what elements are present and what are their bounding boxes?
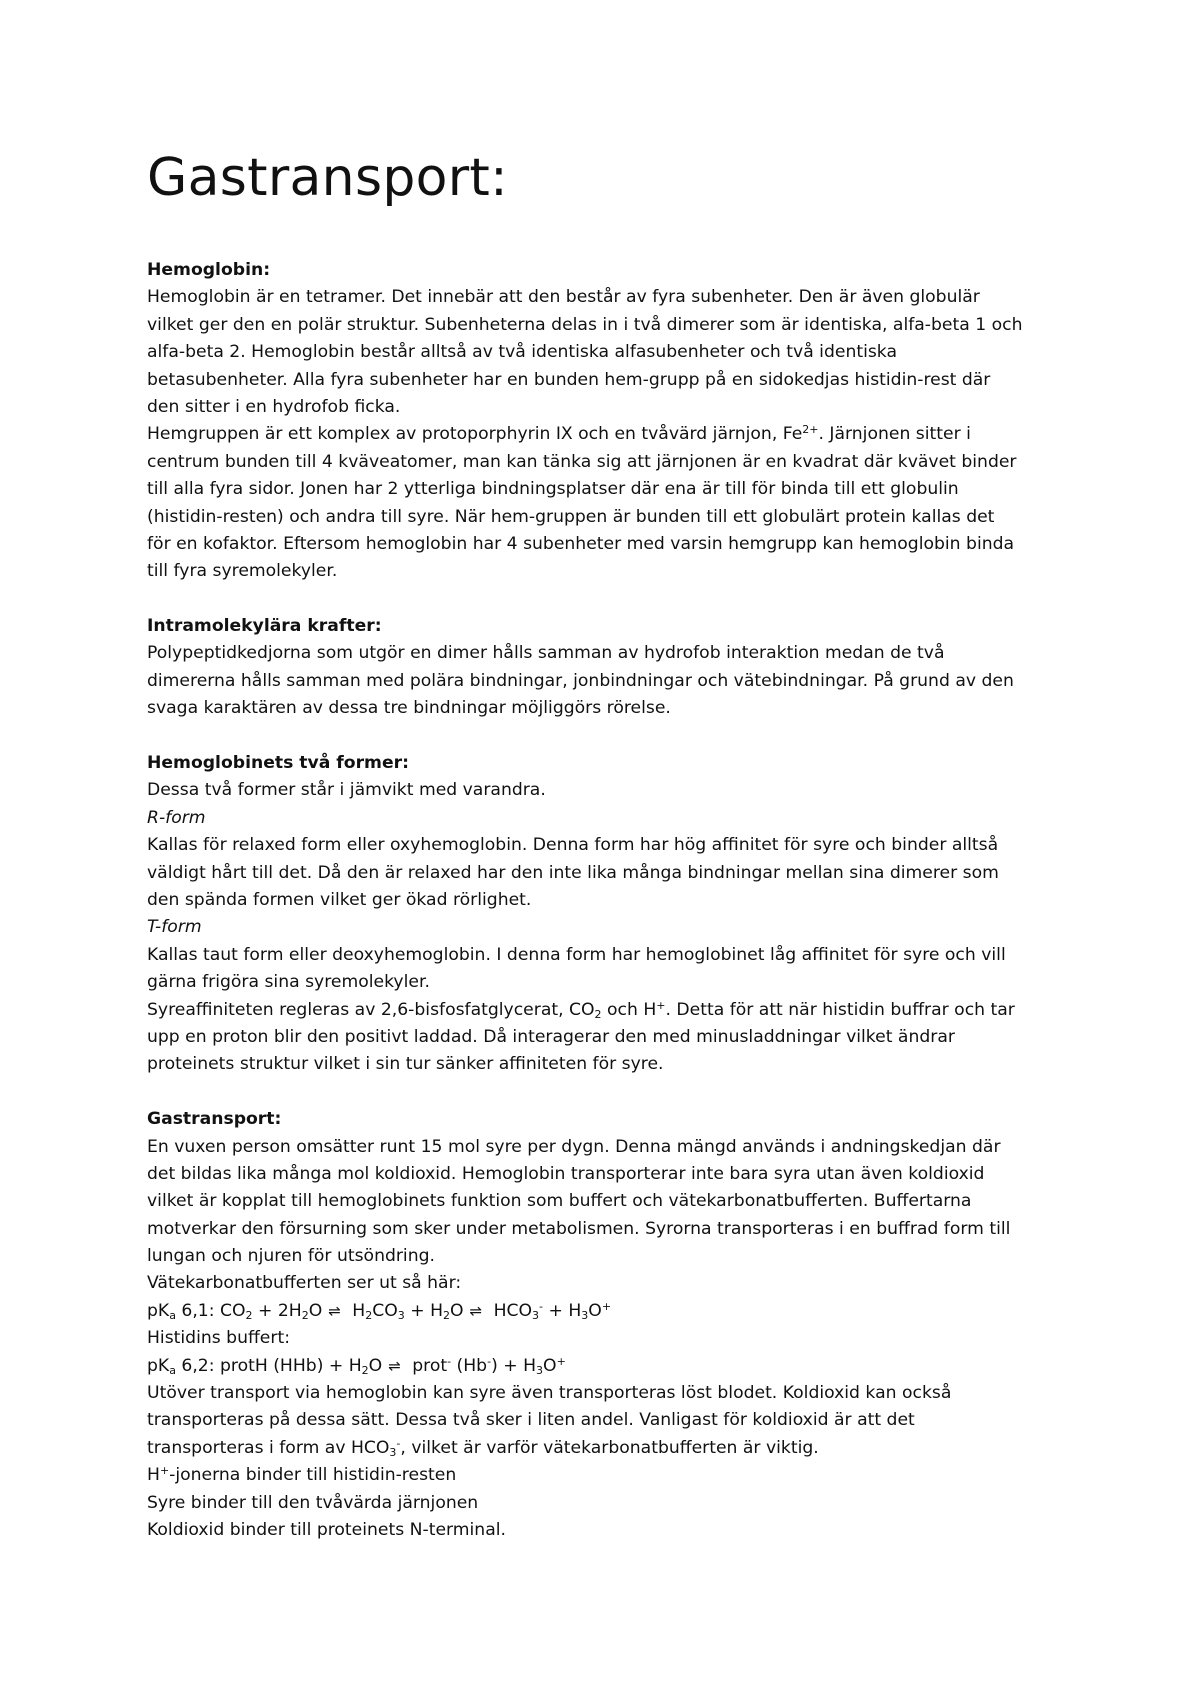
equilibrium-arrow-icon: ⇌ (469, 1301, 483, 1320)
paragraph-line: Utöver transport via hemoglobin kan syre även transporteras löst blodet. Koldioxid kan också (147, 1383, 952, 1404)
text-run: Hemgruppen är ett komplex av protoporphyrin IX och en tvåvärd järnjon, Fe (147, 424, 803, 445)
text-run: transporteras i form av HCO (147, 1437, 390, 1458)
superscript: + (601, 1299, 612, 1313)
subheading-t-form: T-form (147, 917, 202, 938)
subscript: 3 (536, 1363, 544, 1377)
blank-line (147, 1079, 1077, 1106)
subscript: 3 (389, 1445, 397, 1459)
eq-text: + H (543, 1300, 582, 1321)
blank-line (147, 586, 1077, 613)
superscript: + (656, 998, 666, 1012)
paragraph-line-affinity (147, 997, 1077, 1024)
equation-histidine (147, 1353, 1077, 1380)
eq-text: H (346, 1300, 366, 1321)
text-run: . Detta för att när histidin buffrar och tar (665, 999, 1015, 1020)
paragraph-line: proteinets struktur vilket i sin tur sänker affiniteten för syre. (147, 1054, 664, 1075)
page-title: Gastransport: (147, 148, 508, 208)
paragraph-line: för en kofaktor. Eftersom hemoglobin har 4 subenheter med varsin hemgrupp kan hemoglobin binda (147, 533, 1015, 554)
subscript: a (169, 1363, 176, 1377)
eq-text: (Hb (451, 1355, 488, 1376)
superscript: 2+ (802, 423, 819, 437)
paragraph-line: Koldioxid binder till proteinets N-terminal. (147, 1519, 506, 1540)
equilibrium-arrow-icon: ⇌ (328, 1301, 341, 1320)
paragraph-line-hions (147, 1462, 1077, 1489)
subscript: 2 (245, 1308, 253, 1322)
eq-text: O (543, 1355, 557, 1376)
eq-text: HCO (488, 1300, 533, 1321)
eq-text: prot (406, 1355, 448, 1376)
subscript: 2 (443, 1308, 451, 1322)
subscript: 2 (301, 1308, 309, 1322)
paragraph-line: till fyra syremolekyler. (147, 561, 338, 582)
text-run: Syreaffiniteten regleras av 2,6-bisfosfatglycerat, CO (147, 999, 595, 1020)
paragraph-line: vilket är kopplat till hemoglobinets funktion som buffert och vätekarbonatbufferten. Buffertarna (147, 1191, 972, 1212)
paragraph-line: upp en proton blir den positivt laddad. Då interagerar den med minusladdningar vilket ändrar (147, 1026, 955, 1047)
text-run: , vilket är varför vätekarbonatbufferten är viktig. (400, 1437, 819, 1458)
document-body (147, 257, 1077, 1544)
equation-bicarbonate (147, 1298, 1077, 1325)
text-run: . Järnjonen sitter i (818, 424, 971, 445)
paragraph-line: vilket ger den en polär struktur. Subenheterna delas in i två dimerer som är identiska, alfa-beta 1 och (147, 314, 1023, 335)
paragraph-line: till alla fyra sidor. Jonen har 2 ytterliga bindningsplatser där ena är till för binda till ett globulin (147, 479, 959, 500)
paragraph-line: transporteras på dessa sätt. Dessa två sker i liten andel. Vanligast för koldioxid är att det (147, 1410, 915, 1431)
paragraph-line: svaga karaktären av dessa tre bindningar möjliggörs rörelse. (147, 698, 671, 719)
eq-text: O (308, 1300, 323, 1321)
paragraph-line-hco3 (147, 1435, 1077, 1462)
superscript: - (539, 1299, 544, 1313)
section-heading-gastransport: Gastransport: (147, 1109, 282, 1130)
superscript: - (447, 1354, 452, 1368)
text-run: och H (601, 999, 657, 1020)
eq-text: 6,2: protH (HHb) + H (175, 1355, 362, 1376)
subheading-r-form: R-form (147, 807, 206, 828)
blank-line (147, 723, 1077, 750)
subscript: 2 (594, 1007, 602, 1021)
equilibrium-arrow-icon: ⇌ (388, 1356, 401, 1375)
superscript: + (556, 1354, 566, 1368)
paragraph-line: motverkar den försurning som sker under metabolismen. Syrorna transporteras i en buffrad form till (147, 1218, 1011, 1239)
paragraph-line: väldigt hårt till det. Då den är relaxed har den inte lika många bindningar mellan sina dimerer som (147, 862, 999, 883)
eq-text: 6,1: CO (175, 1300, 246, 1321)
subscript: a (169, 1308, 176, 1322)
subscript: 2 (365, 1308, 373, 1322)
subscript: 3 (532, 1308, 540, 1322)
eq-text: pK (147, 1355, 170, 1376)
subscript: 2 (361, 1363, 369, 1377)
paragraph-line: lungan och njuren för utsöndring. (147, 1246, 435, 1267)
superscript: - (396, 1436, 401, 1450)
text-run: H (147, 1465, 160, 1486)
paragraph-line: den spända formen vilket ger ökad rörlighet. (147, 889, 532, 910)
paragraph-line: Dessa två former står i jämvikt med varandra. (147, 780, 546, 801)
paragraph-line: Kallas för relaxed form eller oxyhemoglobin. Denna form har hög affinitet för syre och binder alltså (147, 835, 999, 856)
paragraph-line: Polypeptidkedjorna som utgör en dimer hålls samman av hydrofob interaktion medan de två (147, 643, 945, 664)
paragraph-line: Kallas taut form eller deoxyhemoglobin. I denna form har hemoglobinet låg affinitet för syre och vill (147, 944, 1006, 965)
paragraph-line: det bildas lika många mol koldioxid. Hemoglobin transporterar inte bara syra utan även koldioxid (147, 1163, 985, 1184)
paragraph-line: Syre binder till den tvåvärda järnjonen (147, 1492, 479, 1513)
subscript: 3 (581, 1308, 589, 1322)
eq-text: ) + H (491, 1355, 537, 1376)
paragraph-line: (histidin-resten) och andra till syre. När hem-gruppen är bunden till ett globulärt protein kallas det (147, 506, 995, 527)
eq-text: O (588, 1300, 602, 1321)
superscript: - (487, 1354, 492, 1368)
eq-text: CO (372, 1300, 398, 1321)
superscript: + (159, 1464, 170, 1478)
section-heading-forms: Hemoglobinets två former: (147, 753, 409, 774)
text-run: -jonerna binder till histidin-resten (169, 1465, 457, 1486)
paragraph-line: Histidins buffert: (147, 1328, 290, 1349)
eq-text: + 2H (252, 1300, 302, 1321)
paragraph-line: Hemoglobin är en tetramer. Det innebär att den består av fyra subenheter. Den är även globulär (147, 287, 980, 308)
subscript: 3 (397, 1308, 405, 1322)
paragraph-line: centrum bunden till 4 kväveatomer, man kan tänka sig att järnjonen är en kvadrat där kvävet binder (147, 451, 1017, 472)
eq-text: O (450, 1300, 464, 1321)
paragraph-line: alfa-beta 2. Hemoglobin består alltså av två identiska alfasubenheter och två identiska (147, 342, 897, 363)
paragraph-line: betasubenheter. Alla fyra subenheter har en bunden hem-grupp på en sidokedjas histidin-rest där (147, 369, 991, 390)
eq-text: O (368, 1355, 383, 1376)
paragraph-line: gärna frigöra sina syremolekyler. (147, 972, 430, 993)
eq-text: pK (147, 1300, 170, 1321)
paragraph-line: den sitter i en hydrofob ficka. (147, 396, 401, 417)
paragraph-line: dimererna hålls samman med polära bindningar, jonbindningar och vätebindningar. På grund av den (147, 670, 1014, 691)
section-heading-hemoglobin: Hemoglobin: (147, 260, 271, 280)
section-heading-intramolecular: Intramolekylära krafter: (147, 616, 382, 637)
paragraph-line-iron (147, 421, 1077, 448)
eq-text: + H (404, 1300, 444, 1321)
paragraph-line: En vuxen person omsätter runt 15 mol syre per dygn. Denna mängd används i andningskedjan där (147, 1136, 1001, 1157)
paragraph-line: Vätekarbonatbufferten ser ut så här: (147, 1273, 462, 1294)
